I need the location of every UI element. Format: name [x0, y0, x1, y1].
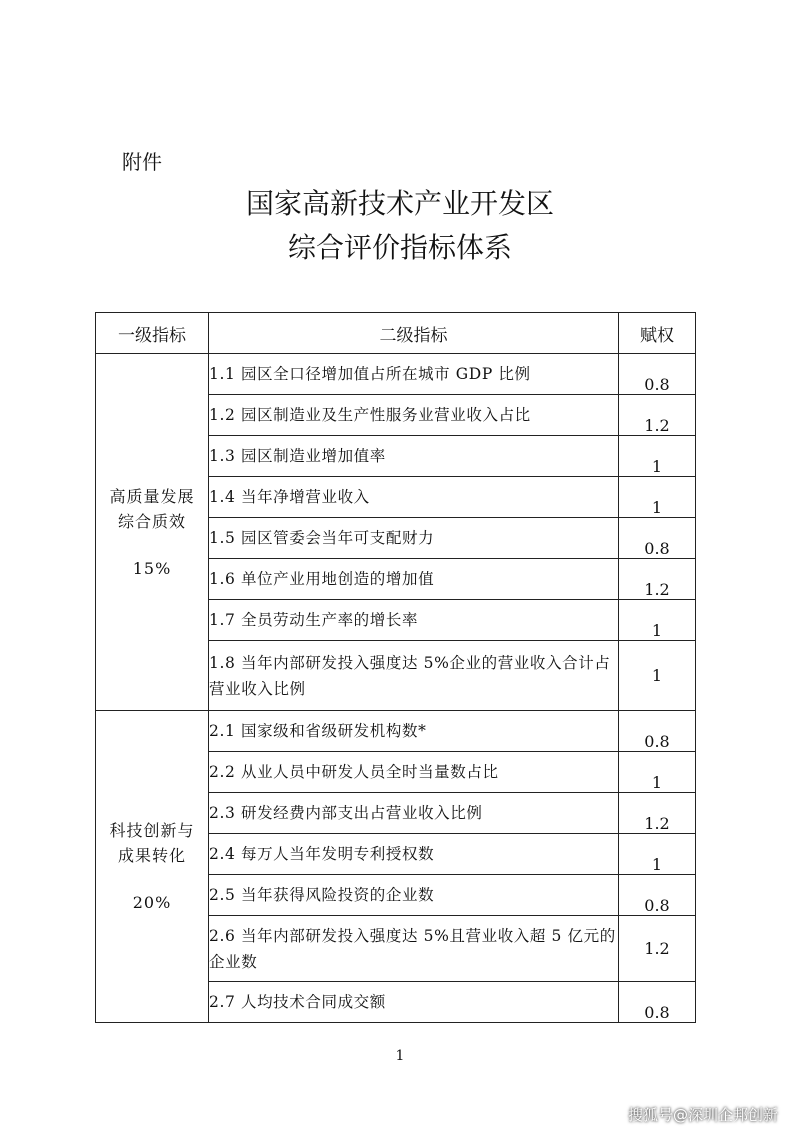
level1-name-line2: 成果转化: [117, 846, 186, 865]
weight-value: 1: [619, 752, 696, 793]
level2-indicator: 1.3 园区制造业增加值率: [209, 436, 619, 477]
document-title-line2: 综合评价指标体系: [287, 231, 512, 264]
level1-indicator-cell: [96, 354, 209, 711]
weight-value: 0.8: [619, 982, 696, 1023]
table-row: [96, 354, 696, 395]
table-row: [96, 711, 696, 752]
weight-value: 1: [619, 641, 696, 711]
weight-value: 1.2: [619, 916, 696, 982]
weight-value: 1.2: [619, 559, 696, 600]
level2-indicator: 2.7 人均技术合同成交额: [209, 982, 619, 1023]
weight-value: 1: [619, 834, 696, 875]
level2-indicator: 2.6 当年内部研发投入强度达 5%且营业收入超 5 亿元的企业数: [209, 916, 619, 982]
level1-percent: 15%: [132, 558, 172, 578]
header-level2: 二级指标: [209, 313, 619, 354]
level2-indicator: 1.7 全员劳动生产率的增长率: [209, 600, 619, 641]
level2-indicator: 2.3 研发经费内部支出占营业收入比例: [209, 793, 619, 834]
weight-value: 0.8: [619, 518, 696, 559]
level2-indicator: 1.4 当年净增营业收入: [209, 477, 619, 518]
header-weight: 赋权: [619, 313, 696, 354]
level2-indicator: 1.6 单位产业用地创造的增加值: [209, 559, 619, 600]
level2-indicator: 1.8 当年内部研发投入强度达 5%企业的营业收入合计占营业收入比例: [209, 641, 619, 711]
indicator-table: [95, 312, 696, 1023]
attachment-label: 附件: [122, 150, 162, 174]
table-header-row: [96, 313, 696, 354]
weight-value: 1.2: [619, 395, 696, 436]
weight-value: 1: [619, 600, 696, 641]
weight-value: 0.8: [619, 354, 696, 395]
level1-indicator-cell: [96, 711, 209, 1023]
page-number: 1: [395, 1048, 405, 1064]
level2-indicator: 1.1 园区全口径增加值占所在城市 GDP 比例: [209, 354, 619, 395]
weight-value: 0.8: [619, 711, 696, 752]
weight-value: 1: [619, 436, 696, 477]
weight-value: 1.2: [619, 793, 696, 834]
level1-name-line2: 综合质效: [117, 511, 186, 531]
level2-indicator: 2.2 从业人员中研发人员全时当量数占比: [209, 752, 619, 793]
weight-value: 1: [619, 477, 696, 518]
level2-indicator: 1.2 园区制造业及生产性服务业营业收入占比: [209, 395, 619, 436]
level2-indicator: 1.5 园区管委会当年可支配财力: [209, 518, 619, 559]
level1-name-line1: 科技创新与: [109, 821, 195, 840]
level1-name-line1: 高质量发展: [109, 486, 195, 506]
level2-indicator: 2.1 国家级和省级研发机构数*: [209, 711, 619, 752]
level2-indicator: 2.4 每万人当年发明专利授权数: [209, 834, 619, 875]
weight-value: 0.8: [619, 875, 696, 916]
document-title-line1: 国家高新技术产业开发区: [245, 187, 554, 220]
level2-indicator: 2.5 当年获得风险投资的企业数: [209, 875, 619, 916]
level1-percent: 20%: [132, 893, 172, 912]
header-level1: 一级指标: [96, 313, 209, 354]
watermark: 搜狐号@深圳企邦创新: [627, 1106, 778, 1124]
